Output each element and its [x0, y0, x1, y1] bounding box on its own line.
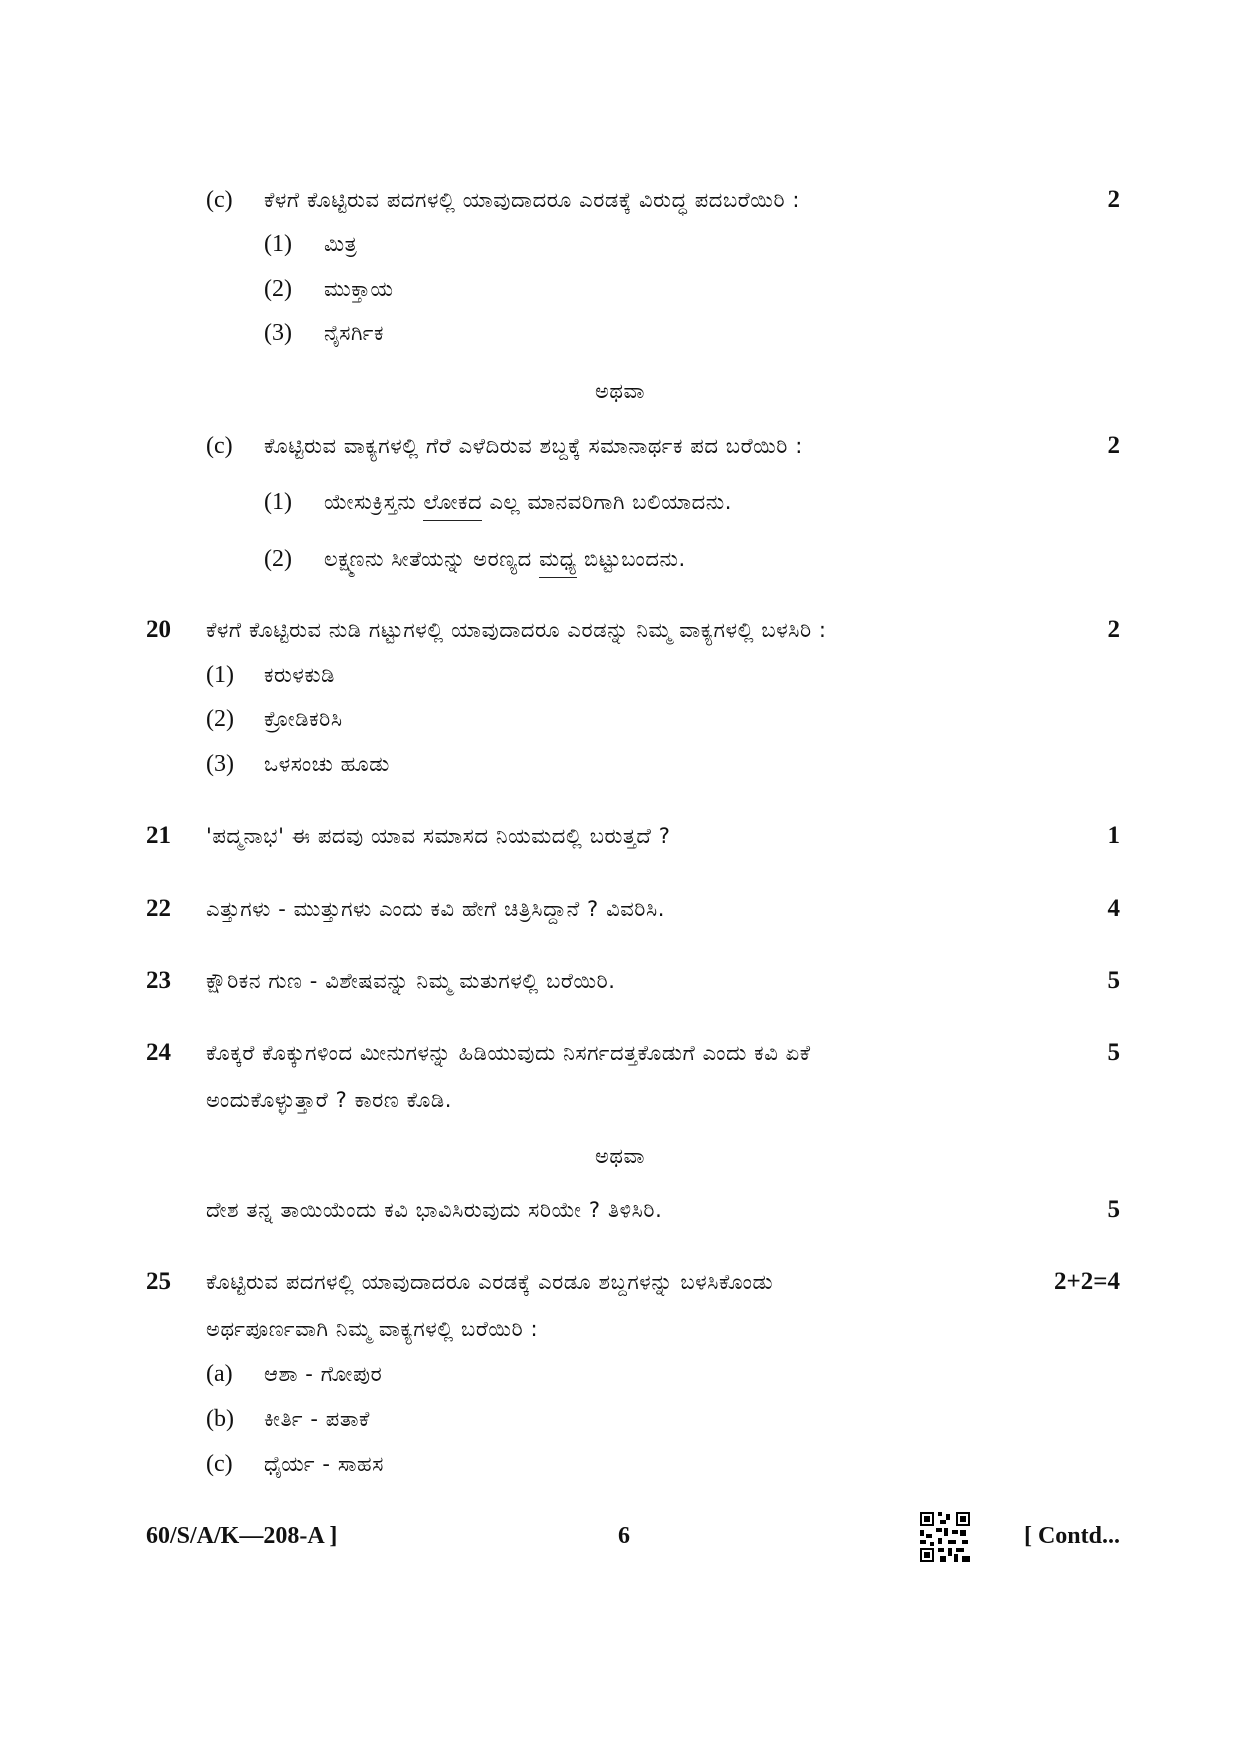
q24-marks: 5: [1107, 1039, 1120, 1066]
q19c-alt-item1-underlined: ಲೋಕದ: [423, 490, 482, 521]
or-divider-1: ಅಥವಾ: [594, 379, 646, 403]
q19c-item3-text: ನೈಸರ್ಗಿಕ: [324, 321, 385, 345]
q24-number: 24: [146, 1039, 171, 1066]
q25-item-c-num: (c): [206, 1451, 233, 1477]
q20-item1-text: ಕರುಳಕುಡಿ: [264, 663, 335, 687]
q20-number: 20: [146, 616, 171, 643]
footer-contd: [ Contd...: [1023, 1523, 1120, 1549]
q24-alt-text: ದೇಶ ತನ್ನ ತಾಯಿಯೆಂದು ಕವಿ ಭಾವಿಸಿರುವುದು ಸರಿಯೇ ? ತಿಳಿಸಿರಿ.: [206, 1198, 663, 1222]
q19c-item1-num: (1): [264, 231, 292, 257]
q19c-alt-text: ಕೊಟ್ಟಿರುವ ವಾಕ್ಯಗಳಲ್ಲಿ ಗೆರೆ ಎಳೆದಿರುವ ಶಬ್ದಕ್ಕೆ ಸಮಾನಾರ್ಥಕ ಪದ ಬರೆಯಿರಿ :: [264, 434, 803, 458]
qr-code-icon: [920, 1512, 970, 1562]
q22-number: 22: [146, 895, 171, 922]
q19c-alt-marks: 2: [1107, 432, 1120, 459]
q21-text: 'ಪದ್ಮನಾಭ' ಈ ಪದವು ಯಾವ ಸಮಾಸದ ನಿಯಮದಲ್ಲಿ ಬರುತ್ತದೆ ?: [206, 824, 671, 848]
q25-item-c-text: ಧೈರ್ಯ - ಸಾಹಸ: [264, 1452, 384, 1476]
q24-line1: ಕೊಕ್ಕರೆ ಕೊಕ್ಕುಗಳಿಂದ ಮೀನುಗಳನ್ನು ಹಿಡಿಯುವುದು ನಿಸರ್ಗದತ್ತಕೊಡುಗೆ ಎಂದು ಕವಿ ಏಕೆ: [206, 1041, 811, 1065]
q21-number: 21: [146, 822, 171, 849]
q25-line1: ಕೊಟ್ಟಿರುವ ಪದಗಳಲ್ಲಿ ಯಾವುದಾದರೂ ಎರಡಕ್ಕೆ ಎರಡೂ ಶಬ್ದಗಳನ್ನು ಬಳಸಿಕೊಂಡು: [206, 1270, 774, 1294]
q20-item2-text: ಕ್ರೋಡಿಕರಿಸಿ: [264, 707, 343, 731]
q23-marks: 5: [1107, 967, 1120, 994]
q19c-alt-item1-pre: ಯೇಸುಕ್ರಿಸ್ತನು: [324, 490, 424, 514]
footer-paper-code: 60/S/A/K—208-A ]: [146, 1523, 338, 1549]
q20-marks: 2: [1107, 616, 1120, 643]
q20-item1-num: (1): [206, 662, 234, 688]
q19c-alt-item1-post: ಎಲ್ಲ ಮಾನವರಿಗಾಗಿ ಬಲಿಯಾದನು.: [482, 490, 733, 514]
q19c-marks: 2: [1107, 186, 1120, 213]
q20-text: ಕೆಳಗೆ ಕೊಟ್ಟಿರುವ ನುಡಿ ಗಟ್ಟುಗಳಲ್ಲಿ ಯಾವುದಾದರೂ ಎರಡನ್ನು ನಿಮ್ಮ ವಾಕ್ಯಗಳಲ್ಲಿ ಬಳಸಿರಿ :: [206, 618, 827, 642]
q20-item3-text: ಒಳಸಂಚು ಹೂಡು: [264, 752, 390, 776]
q20-item2-num: (2): [206, 706, 234, 732]
q19c-alt-item1-num: (1): [264, 489, 292, 515]
q19c-alt-item2-underlined: ಮಧ್ಯ: [539, 547, 577, 578]
q19c-item2-text: ಮುಕ್ತಾಯ: [324, 277, 394, 301]
q19c-alt-item2-post: ಬಿಟ್ಟುಬಂದನು.: [576, 547, 686, 571]
q19c-alt-item2-pre: ಲಕ್ಷ್ಮಣನು ಸೀತೆಯನ್ನು ಅರಣ್ಯದ: [324, 547, 540, 571]
q19c-item1-text: ಮಿತ್ರ: [324, 232, 358, 256]
q20-item3-num: (3): [206, 751, 234, 777]
q19c-label: (c): [206, 187, 233, 213]
q25-line2: ಅರ್ಥಪೂರ್ಣವಾಗಿ ನಿಮ್ಮ ವಾಕ್ಯಗಳಲ್ಲಿ ಬರೆಯಿರಿ :: [206, 1317, 539, 1341]
q25-item-b-text: ಕೀರ್ತಿ - ಪತಾಕೆ: [264, 1407, 370, 1431]
q19c-alt-item1: [324, 488, 732, 516]
q25-item-a-num: (a): [206, 1361, 233, 1387]
q19c-alt-item2-num: (2): [264, 546, 292, 572]
q21-marks: 1: [1107, 822, 1120, 849]
q25-item-a-text: ಆಶಾ - ಗೋಪುರ: [264, 1362, 383, 1386]
q19c-item2-num: (2): [264, 276, 292, 302]
or-divider-2: ಅಥವಾ: [594, 1144, 646, 1168]
q22-text: ಎತ್ತುಗಳು - ಮುತ್ತುಗಳು ಎಂದು ಕವಿ ಹೇಗೆ ಚಿತ್ರಿಸಿದ್ದಾನೆ ? ವಿವರಿಸಿ.: [206, 897, 666, 921]
q19c-alt-item2: [324, 545, 686, 573]
q19c-text: ಕೆಳಗೆ ಕೊಟ್ಟಿರುವ ಪದಗಳಲ್ಲಿ ಯಾವುದಾದರೂ ಎರಡಕ್ಕೆ ವಿರುದ್ಧ ಪದಬರೆಯಿರಿ :: [264, 188, 801, 212]
q19c-alt-label: (c): [206, 433, 233, 459]
q24-alt-marks: 5: [1107, 1196, 1120, 1223]
q23-number: 23: [146, 967, 171, 994]
q24-line2: ಅಂದುಕೊಳ್ಳುತ್ತಾರೆ ? ಕಾರಣ ಕೊಡಿ.: [206, 1088, 452, 1112]
footer-page-number: 6: [618, 1523, 630, 1549]
q25-number: 25: [146, 1268, 171, 1295]
q22-marks: 4: [1107, 895, 1120, 922]
q25-item-b-num: (b): [206, 1406, 234, 1432]
q23-text: ಕ್ಷೌರಿಕನ ಗುಣ - ವಿಶೇಷವನ್ನು ನಿಮ್ಮ ಮತುಗಳಲ್ಲಿ ಬರೆಯಿರಿ.: [206, 969, 616, 993]
q19c-item3-num: (3): [264, 320, 292, 346]
q25-marks: 2+2=4: [1054, 1268, 1120, 1295]
